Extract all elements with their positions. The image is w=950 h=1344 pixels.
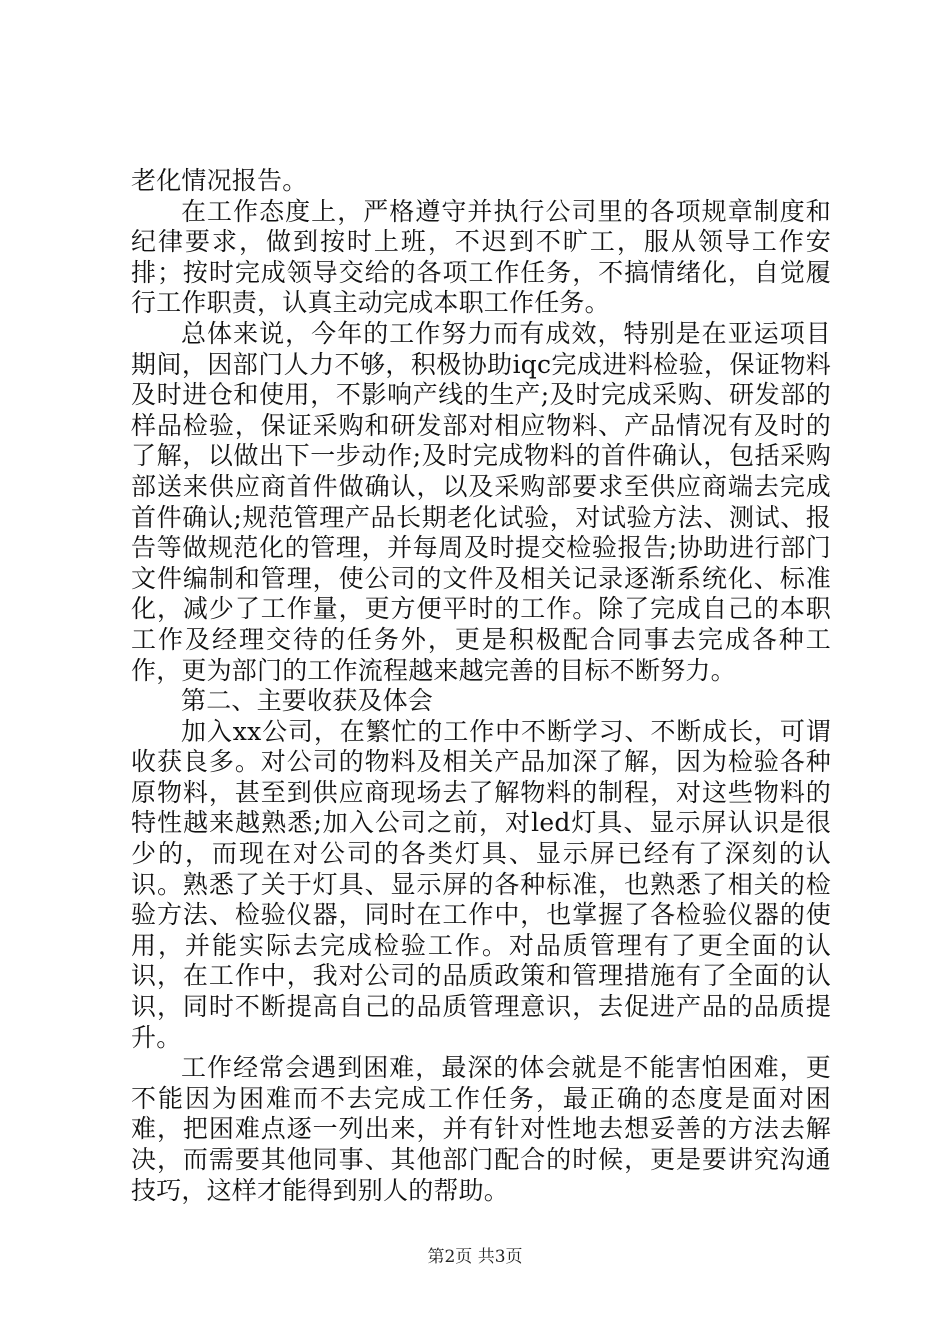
paragraph-3: 总体来说，今年的工作努力而有成效，特别是在亚运项目期间，因部门人力不够，积极协助iqc完成进料检验，保证物料及时进仓和使用，不影响产线的生产;及时完成采购、研发部的样品检验，保证采购和研发部对相应物料、产品情况有及时的了解，以做出下一步动作;及时完成物料的首件确认，包括采购部送来供应商首件做确认，以及采购部要求至供应商端去完成首件确认;规范管理产品长期老化试验，对试验方法、测试、报告等做规范化的管理，并每周及时提交检验报告;协助进行部门文件编制和管理，使公司的文件及相关记录逐渐系统化、标准化，减少了工作量，更方便平时的工作。除了完成自己的本职工作及经理交待的任务外，更是积极配合同事去完成各种工作，更为部门的工作流程越来越完善的目标不断努力。 <box>131 318 831 685</box>
document-body <box>131 166 831 1206</box>
paragraph-1: 老化情况报告。 <box>131 166 308 195</box>
paragraph-2: 在工作态度上，严格遵守并执行公司里的各项规章制度和纪律要求，做到按时上班，不迟到不旷工，服从领导工作安排；按时完成领导交给的各项工作任务，不搞情绪化，自觉履行工作职责，认真主动完成本职工作任务。 <box>131 196 831 318</box>
section-heading: 第二、主要收获及体会 <box>181 686 434 716</box>
paragraph-5: 工作经常会遇到困难，最深的体会就是不能害怕困难，更不能因为困难而不去完成工作任务，最正确的态度是面对困难，把困难点逐一列出来，并有针对性地去想妥善的方法去解决，而需要其他同事、其他部门配合的时候，更是要讲究沟通技巧，这样才能得到别人的帮助。 <box>131 1053 831 1205</box>
paragraph-4: 加入xx公司，在繁忙的工作中不断学习、不断成长，可谓收获良多。对公司的物料及相关产品加深了解，因为检验各种原物料，甚至到供应商现场去了解物料的制程，对这些物料的特性越来越熟悉;加入公司之前，对led灯具、显示屏认识是很少的，而现在对公司的各类灯具、显示屏已经有了深刻的认识。熟悉了关于灯具、显示屏的各种标准，也熟悉了相关的检验方法、检验仪器，同时在工作中，也掌握了各检验仪器的使用，并能实际去完成检验工作。对品质管理有了更全面的认识，在工作中，我对公司的品质政策和管理措施有了全面的认识，同时不断提高自己的品质管理意识，去促进产品的品质提升。 <box>131 716 831 1052</box>
page-number-footer: 第2页 共3页 <box>427 1247 523 1267</box>
